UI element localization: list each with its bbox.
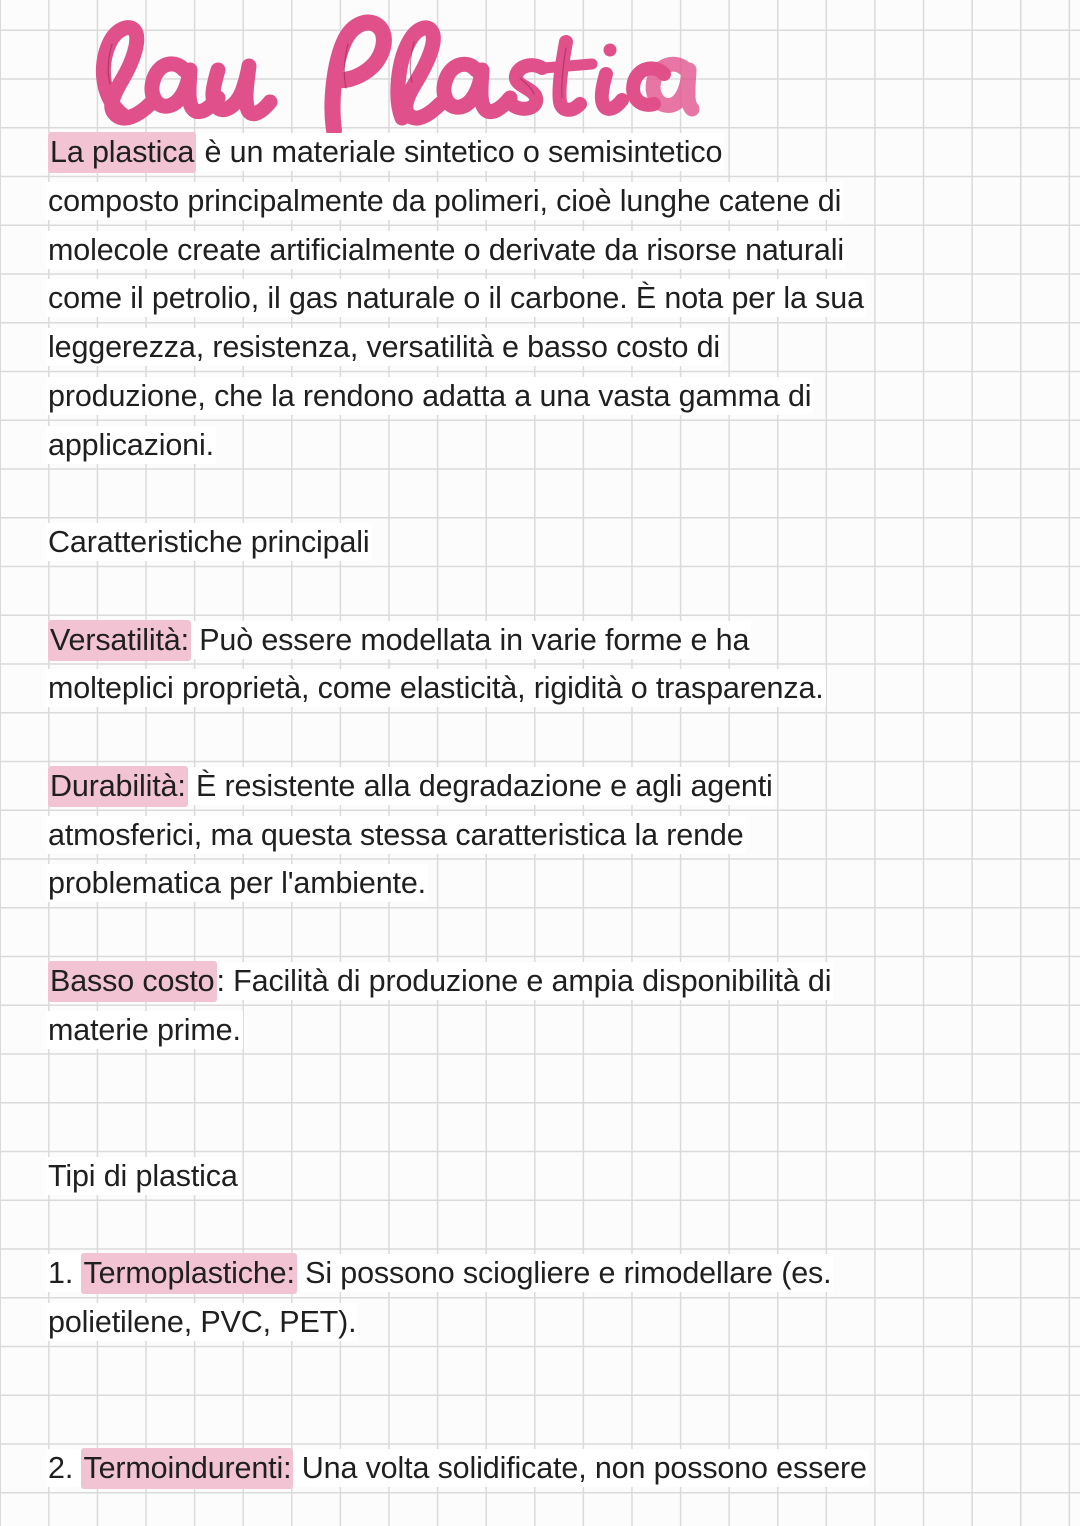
text-run: composto principalmente da polimeri, cioè lunghe catene di <box>48 183 842 218</box>
text-line-content <box>48 379 811 413</box>
highlighted-term: Termoplastiche: <box>81 1253 296 1294</box>
text-run: : Facilità di produzione e ampia disponibilità di <box>216 963 832 998</box>
text-line-content <box>48 281 864 315</box>
text-line-blank <box>48 1103 1038 1152</box>
text-line-content <box>48 1256 831 1290</box>
text-line <box>48 616 1038 665</box>
text-line <box>48 226 1038 275</box>
text-line-content <box>48 184 841 218</box>
text-line-blank <box>48 1201 1038 1250</box>
text-line-blank <box>48 908 1038 957</box>
text-line <box>48 323 1038 372</box>
text-run: problematica per l'ambiente. <box>48 866 426 901</box>
text-line <box>48 128 1038 177</box>
text-line <box>48 518 1038 567</box>
text-line-content <box>48 428 214 462</box>
text-line-content <box>48 671 824 705</box>
text-line-blank <box>48 1396 1038 1445</box>
text-line-content <box>48 525 370 559</box>
text-run: materie prime. <box>48 1012 241 1047</box>
text-run: Tipi di plastica <box>48 1158 238 1193</box>
text-line-content <box>48 330 720 364</box>
highlighted-term: Durabilità: <box>48 766 188 807</box>
text-line <box>48 372 1038 421</box>
text-run: molteplici proprietà, come elasticità, rigidità o trasparenza. <box>48 671 824 706</box>
text-run: atmosferici, ma questa stessa caratteristica la rende <box>48 817 744 852</box>
text-run: 2. <box>48 1451 82 1486</box>
text-line <box>48 664 1038 713</box>
text-line-content <box>48 866 426 900</box>
text-line <box>48 1298 1038 1347</box>
highlighted-term: Versatilità: <box>48 620 191 661</box>
text-line <box>48 811 1038 860</box>
text-run: è un materiale sintetico o semisintetico <box>196 135 723 169</box>
text-line-content <box>48 135 722 169</box>
text-line-blank <box>48 713 1038 762</box>
text-line-blank <box>48 567 1038 616</box>
text-line-content <box>48 818 744 852</box>
text-line <box>48 177 1038 226</box>
text-run: molecole create artificialmente o derivate da risorse naturali <box>48 232 844 267</box>
text-line-content <box>48 769 773 803</box>
text-line-content <box>48 1159 238 1193</box>
text-line <box>48 1444 1038 1493</box>
text-run: produzione, che la rendono adatta a una vasta gamma di <box>48 378 812 413</box>
text-run: Una volta solidificate, non possono essere <box>293 1451 867 1486</box>
text-run: Si possono sciogliere e rimodellare (es. <box>296 1256 832 1291</box>
text-line-content <box>48 1013 241 1047</box>
page-title <box>72 8 692 136</box>
highlighted-term: Termoindurenti: <box>81 1448 293 1489</box>
text-line <box>48 762 1038 811</box>
text-line <box>48 957 1038 1006</box>
text-line-content <box>48 964 831 998</box>
text-run: È resistente alla degradazione e agli agenti <box>187 768 773 803</box>
text-line-blank <box>48 469 1038 518</box>
text-run: 1. <box>48 1256 82 1291</box>
text-run: applicazioni. <box>48 427 214 462</box>
text-line <box>48 274 1038 323</box>
text-line <box>48 1152 1038 1201</box>
highlighted-term: La plastica <box>48 132 196 173</box>
highlighted-term: Basso costo <box>48 961 217 1002</box>
text-run: Caratteristiche principali <box>48 525 370 559</box>
text-line-blank <box>48 1054 1038 1103</box>
note-body <box>48 128 1038 1493</box>
title-handwriting-icon <box>72 8 692 136</box>
text-line-content <box>48 623 749 657</box>
text-line-blank <box>48 1347 1038 1396</box>
text-line-content <box>48 1451 867 1485</box>
text-line-content <box>48 1305 356 1339</box>
text-run: polietilene, PVC, PET). <box>48 1305 357 1339</box>
text-line <box>48 859 1038 908</box>
text-run: leggerezza, resistenza, versatilità e basso costo di <box>48 330 721 364</box>
text-line <box>48 1249 1038 1298</box>
text-run: come il petrolio, il gas naturale o il carbone. È nota per la sua <box>48 281 864 316</box>
text-line-content <box>48 233 844 267</box>
text-run: Può essere modellata in varie forme e ha <box>190 622 750 657</box>
text-line <box>48 421 1038 470</box>
text-line <box>48 1006 1038 1055</box>
